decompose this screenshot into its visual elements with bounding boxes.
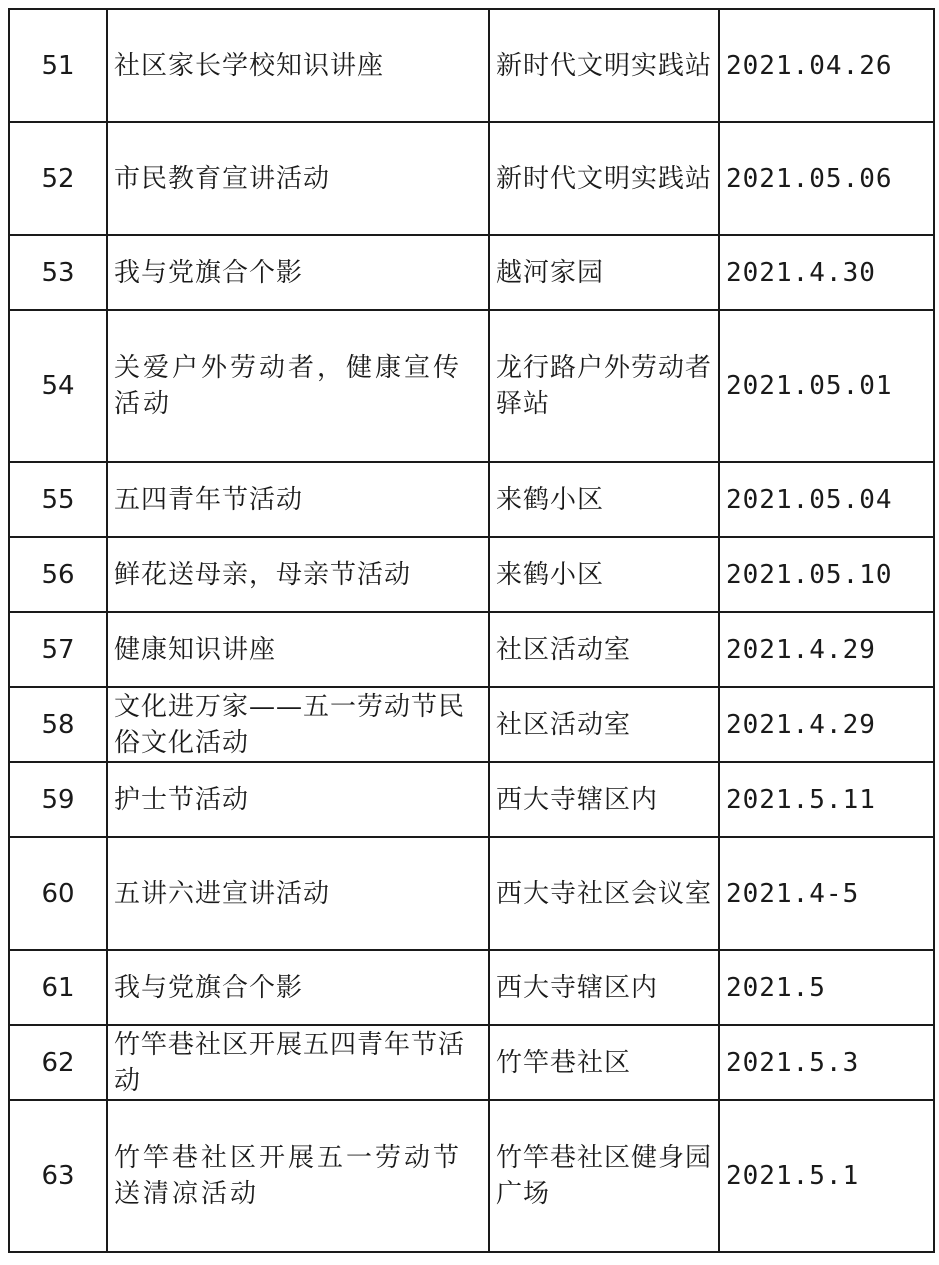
activity-name: 市民教育宣讲活动 <box>107 122 489 235</box>
table-row <box>9 310 934 462</box>
activity-location: 来鹤小区 <box>489 462 719 537</box>
activity-location: 越河家园 <box>489 235 719 310</box>
row-number: 61 <box>9 950 107 1025</box>
activity-date: 2021.5 <box>719 950 934 1025</box>
row-number: 52 <box>9 122 107 235</box>
activity-location: 西大寺辖区内 <box>489 762 719 837</box>
activity-date: 2021.4-5 <box>719 837 934 950</box>
activity-name: 文化进万家——五一劳动节民俗文化活动 <box>107 687 489 762</box>
activity-name: 我与党旗合个影 <box>107 950 489 1025</box>
row-number: 57 <box>9 612 107 687</box>
activity-location: 龙行路户外劳动者驿站 <box>489 310 719 462</box>
activity-date: 2021.05.06 <box>719 122 934 235</box>
row-number: 58 <box>9 687 107 762</box>
row-number: 62 <box>9 1025 107 1100</box>
row-number: 63 <box>9 1100 107 1252</box>
activity-location: 竹竿巷社区 <box>489 1025 719 1100</box>
activity-date: 2021.4.29 <box>719 612 934 687</box>
table-row <box>9 1025 934 1100</box>
table-row <box>9 612 934 687</box>
row-number: 60 <box>9 837 107 950</box>
activity-date: 2021.4.30 <box>719 235 934 310</box>
row-number: 55 <box>9 462 107 537</box>
row-number: 51 <box>9 9 107 122</box>
table-row <box>9 537 934 612</box>
activity-location: 新时代文明实践站 <box>489 122 719 235</box>
activity-date: 2021.05.01 <box>719 310 934 462</box>
activity-location: 西大寺社区会议室 <box>489 837 719 950</box>
table-row <box>9 235 934 310</box>
table-row <box>9 122 934 235</box>
activity-date: 2021.5.11 <box>719 762 934 837</box>
activity-date: 2021.5.1 <box>719 1100 934 1252</box>
activity-name: 护士节活动 <box>107 762 489 837</box>
row-number: 54 <box>9 310 107 462</box>
activity-name: 五四青年节活动 <box>107 462 489 537</box>
activity-location: 西大寺辖区内 <box>489 950 719 1025</box>
activity-location: 社区活动室 <box>489 687 719 762</box>
row-number: 56 <box>9 537 107 612</box>
activity-location: 来鹤小区 <box>489 537 719 612</box>
table-row <box>9 1100 934 1252</box>
table-row <box>9 462 934 537</box>
table-row <box>9 9 934 122</box>
table-row <box>9 687 934 762</box>
activity-name: 竹竿巷社区开展五四青年节活动 <box>107 1025 489 1100</box>
table-row <box>9 762 934 837</box>
table-row <box>9 837 934 950</box>
activity-name: 关爱户外劳动者，健康宣传活动 <box>107 310 489 462</box>
activity-date: 2021.4.29 <box>719 687 934 762</box>
activity-name: 健康知识讲座 <box>107 612 489 687</box>
activity-date: 2021.5.3 <box>719 1025 934 1100</box>
activity-location: 新时代文明实践站 <box>489 9 719 122</box>
row-number: 59 <box>9 762 107 837</box>
activity-name: 我与党旗合个影 <box>107 235 489 310</box>
activity-name: 鲜花送母亲，母亲节活动 <box>107 537 489 612</box>
activity-table <box>8 8 935 1253</box>
activity-date: 2021.04.26 <box>719 9 934 122</box>
activity-name: 竹竿巷社区开展五一劳动节送清凉活动 <box>107 1100 489 1252</box>
table-row <box>9 950 934 1025</box>
activity-date: 2021.05.10 <box>719 537 934 612</box>
activity-name: 五讲六进宣讲活动 <box>107 837 489 950</box>
activity-location: 竹竿巷社区健身园广场 <box>489 1100 719 1252</box>
activity-name: 社区家长学校知识讲座 <box>107 9 489 122</box>
activity-date: 2021.05.04 <box>719 462 934 537</box>
row-number: 53 <box>9 235 107 310</box>
activity-location: 社区活动室 <box>489 612 719 687</box>
